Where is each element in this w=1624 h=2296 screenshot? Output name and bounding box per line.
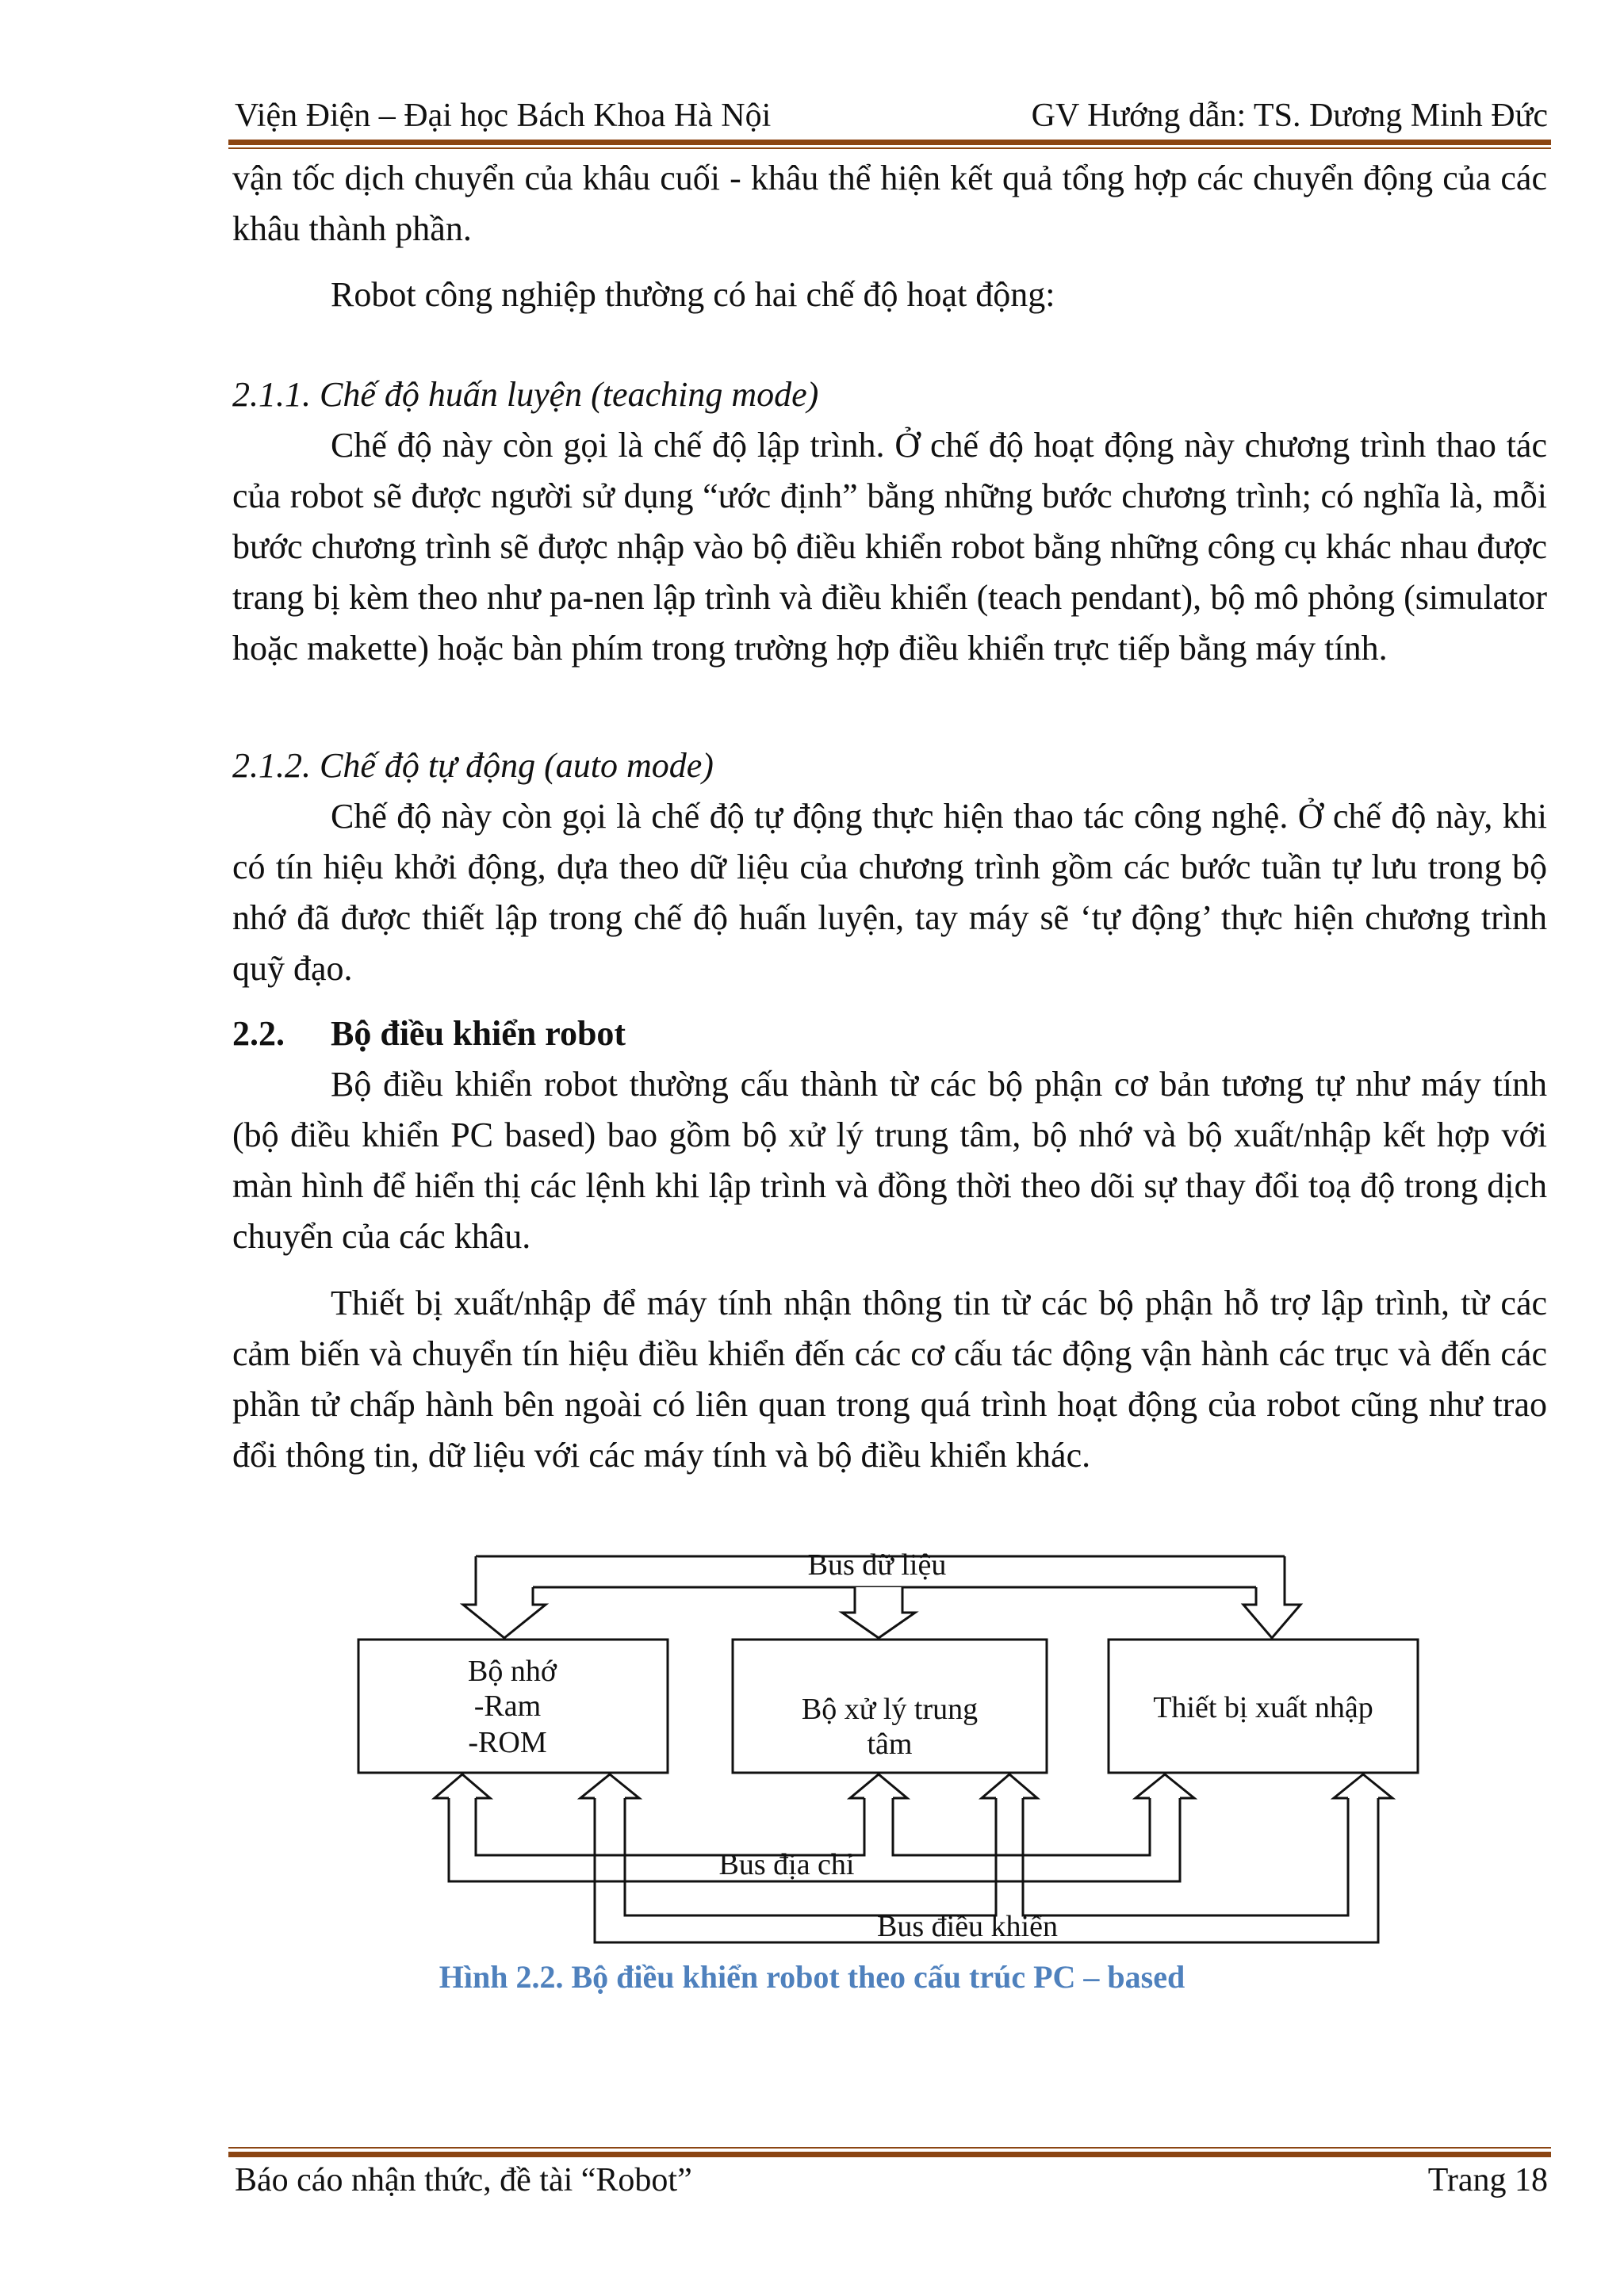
paragraph-io [232, 1278, 1547, 1481]
cpu-label-2: tâm [867, 1728, 913, 1761]
footer-left: Báo cáo nhận thức, đề tài “Robot” [235, 2162, 692, 2198]
io-label: Thiết bị xuất nhập [1153, 1691, 1373, 1724]
data-bus-label: Bus dữ liệu [807, 1548, 947, 1582]
address-bus-label: Bus địa chỉ [718, 1848, 855, 1881]
footer-rule-thick [228, 2152, 1551, 2157]
footer-rule-thin [228, 2147, 1551, 2149]
paragraph-continued [232, 153, 1547, 254]
memory-label-1: Bộ nhớ [468, 1655, 557, 1688]
header-left: Viện Điện – Đại học Bách Khoa Hà Nội [235, 98, 772, 134]
paragraph-1: Robot công nghiệp thường có hai chế độ hoạt động: [331, 275, 1055, 314]
pc-based-controller-diagram [349, 1522, 1427, 1950]
io-box [1109, 1640, 1418, 1773]
figure-caption: Hình 2.2. Bộ điều khiển robot theo cấu trúc PC – based [439, 1959, 1185, 1995]
section-2-1-1 [232, 369, 1547, 674]
paragraph-0: vận tốc dịch chuyển của khâu cuối - khâu thể hiện kết quả tổng hợp các chuyển động của các khâu thành phần. [232, 159, 1547, 248]
section-2-1-2 [232, 740, 1547, 994]
paragraph-modes-intro [232, 270, 1547, 320]
header-rule-thick [228, 140, 1551, 145]
page-number: Trang 18 [1427, 2162, 1548, 2198]
cpu-box [733, 1640, 1047, 1773]
heading-2-1-1: 2.1.1. Chế độ huấn luyện (teaching mode) [232, 375, 819, 414]
section-2-2 [232, 1008, 1547, 1262]
paragraph-4: Bộ điều khiển robot thường cấu thành từ các bộ phận cơ bản tương tự như máy tính (bộ điều khiển PC based) bao gồm bộ xử lý trung tâm, bộ nhớ và bộ xuất/nhập kết hợp với màn hình để hiển thị các lệnh khi lập trình và đồng thời theo dõi sự thay đổi toạ độ trong dịch chuyển của các khâu. [232, 1065, 1547, 1256]
memory-label-3: -ROM [468, 1726, 547, 1759]
control-bus-label: Bus điều khiển [877, 1910, 1058, 1943]
heading-2-2 [232, 1008, 1547, 1059]
header-rule-thin [228, 147, 1551, 149]
paragraph-2: Chế độ này còn gọi là chế độ lập trình. Ở chế độ hoạt động này chương trình thao tác của robot sẽ được người sử dụng “ước định” bằng những bước chương trình; có nghĩa là, mỗi bước chương trình sẽ được nhập vào bộ điều khiển robot bằng những công cụ khác nhau được trang bị kèm theo như pa-nen lập trình và điều khiển (teach pendant), bộ mô phỏng (simulator hoặc makette) hoặc bàn phím trong trường hợp điều khiển trực tiếp bằng máy tính. [232, 426, 1547, 668]
header-right: GV Hướng dẫn: TS. Dương Minh Đức [1031, 98, 1548, 134]
heading-2-1-2: 2.1.2. Chế độ tự động (auto mode) [232, 746, 714, 785]
heading-2-2-number: 2.2. [232, 1014, 285, 1053]
paragraph-3: Chế độ này còn gọi là chế độ tự động thực hiện thao tác công nghệ. Ở chế độ này, khi có tín hiệu khởi động, dựa theo dữ liệu của chương trình gồm các bước tuần tự lưu trong bộ nhớ đã được thiết lập trong chế độ huấn luyện, tay máy sẽ ‘tự động’ thực hiện chương trình quỹ đạo. [232, 797, 1547, 988]
heading-2-2-title: Bộ điều khiển robot [331, 1014, 626, 1053]
memory-box [358, 1640, 668, 1773]
cpu-label-1: Bộ xử lý trung [801, 1693, 979, 1726]
memory-label-2: -Ram [473, 1689, 542, 1723]
paragraph-5: Thiết bị xuất/nhập để máy tính nhận thông tin từ các bộ phận hỗ trợ lập trình, từ các cảm biến và chuyển tín hiệu điều khiển đến các cơ cấu tác động vận hành các trục và đến các phần tử chấp hành bên ngoài có liên quan trong quá trình hoạt động của robot cũng như trao đổi thông tin, dữ liệu với các máy tính và bộ điều khiển khác. [232, 1284, 1547, 1475]
